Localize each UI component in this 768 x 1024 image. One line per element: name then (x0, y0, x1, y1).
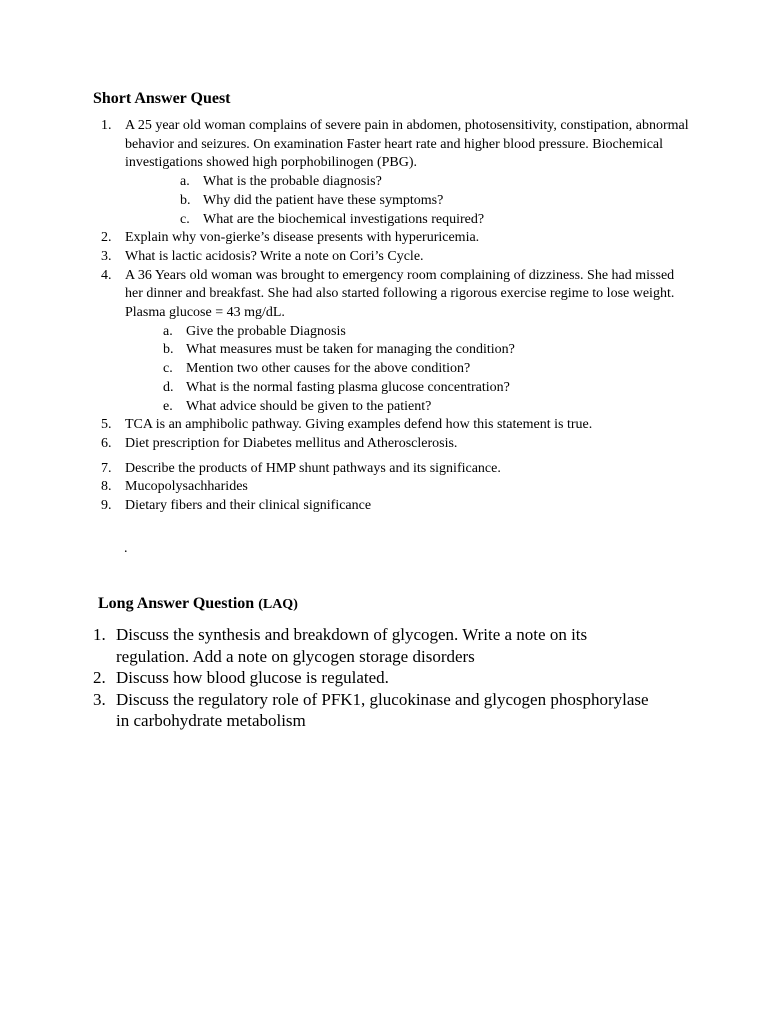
sub-number: e. (163, 398, 173, 414)
item-text: A 25 year old woman complains of severe pain in abdomen, photosensitivity, constipation, abnormal behavior and seizures. On examination Faster heart rate and higher blood pressure. Biochemical investigations showed high porphobilinogen (PBG). (125, 118, 689, 171)
saq-item-3 (93, 248, 693, 267)
sub-text: What advice should be given to the patient? (186, 398, 432, 414)
sub-question (125, 360, 693, 379)
sub-number: b. (180, 192, 191, 208)
laq-item-1 (93, 624, 653, 667)
item-number: 2. (101, 230, 112, 246)
item-number: 3. (101, 248, 112, 264)
sub-text: What are the biochemical investigations required? (203, 211, 485, 227)
item-text: A 36 Years old woman was brought to emergency room complaining of dizziness. She had missed her dinner and breakfast. She had also started following a rigorous exercise regime to lose weight. Plasma glucose = 43 mg/dL. (125, 267, 675, 321)
long-answer-heading (98, 594, 298, 615)
saq-item-6 (93, 435, 693, 454)
sub-question (125, 192, 693, 211)
item-number: 1. (93, 625, 106, 644)
saq-item-7 (93, 460, 693, 479)
item-number: 3. (93, 689, 106, 709)
item-number: 7. (101, 460, 112, 476)
item-number: 6. (101, 435, 112, 451)
laq-item-3 (93, 689, 653, 732)
sub-number: a. (180, 174, 190, 190)
sub-text: What is the probable diagnosis? (203, 174, 382, 190)
item-text: Explain why von-gierke’s disease presents with hyperuricemia. (125, 230, 480, 246)
item-number: 9. (101, 498, 112, 514)
sub-text: Why did the patient have these symptoms? (203, 192, 444, 208)
sub-question (125, 379, 693, 398)
sub-text: What measures must be taken for managing the condition? (186, 342, 515, 358)
sub-number: a. (163, 323, 173, 339)
sub-text: Mention two other causes for the above condition? (186, 361, 471, 377)
sub-number: c. (163, 361, 173, 377)
trailing-period: . (124, 541, 128, 556)
sub-number: b. (163, 342, 174, 358)
saq-item-5 (93, 416, 693, 435)
item-number: 4. (101, 267, 112, 283)
sub-question (125, 211, 693, 230)
item-number: 8. (101, 479, 112, 495)
sub-question-list (125, 173, 693, 229)
sub-question (125, 323, 693, 342)
sub-question (125, 398, 693, 417)
sub-question-list (125, 323, 693, 417)
saq-item-9 (93, 497, 693, 516)
short-answer-list (93, 117, 693, 516)
saq-item-1 (93, 117, 693, 229)
item-text: TCA is an amphibolic pathway. Giving examples defend how this statement is true. (125, 417, 593, 433)
item-text: Discuss the regulatory role of PFK1, glucokinase and glycogen phosphorylase in carbohydrate metabolism (116, 689, 649, 730)
item-text: Mucopolysachharides (125, 479, 248, 495)
item-number: 2. (93, 668, 106, 687)
sub-text: What is the normal fasting plasma glucose concentration? (186, 379, 510, 395)
saq-item-2 (93, 229, 693, 248)
long-answer-abbreviation: (LAQ) (258, 597, 298, 612)
item-text: Discuss how blood glucose is regulated. (116, 668, 389, 687)
item-text: What is lactic acidosis? Write a note on Cori’s Cycle. (125, 248, 424, 264)
item-text: Diet prescription for Diabetes mellitus and Atherosclerosis. (125, 435, 458, 451)
sub-text: Give the probable Diagnosis (186, 323, 346, 339)
long-answer-heading-text: Long Answer Question (98, 595, 259, 612)
laq-item-2 (93, 667, 653, 689)
sub-number: c. (180, 211, 190, 227)
sub-number: d. (163, 379, 174, 395)
short-answer-heading: Short Answer Quest (93, 90, 231, 107)
sub-question (125, 341, 693, 360)
item-number: 1. (101, 118, 112, 133)
item-text: Describe the products of HMP shunt pathways and its significance. (125, 460, 501, 476)
saq-item-4 (93, 267, 693, 417)
long-answer-list (93, 624, 653, 732)
item-text: Discuss the synthesis and breakdown of glycogen. Write a note on its regulation. Add a note on glycogen storage disorders (116, 625, 588, 666)
item-number: 5. (101, 417, 112, 433)
item-text: Dietary fibers and their clinical significance (125, 498, 372, 514)
saq-item-8 (93, 478, 693, 497)
sub-question (125, 173, 693, 192)
